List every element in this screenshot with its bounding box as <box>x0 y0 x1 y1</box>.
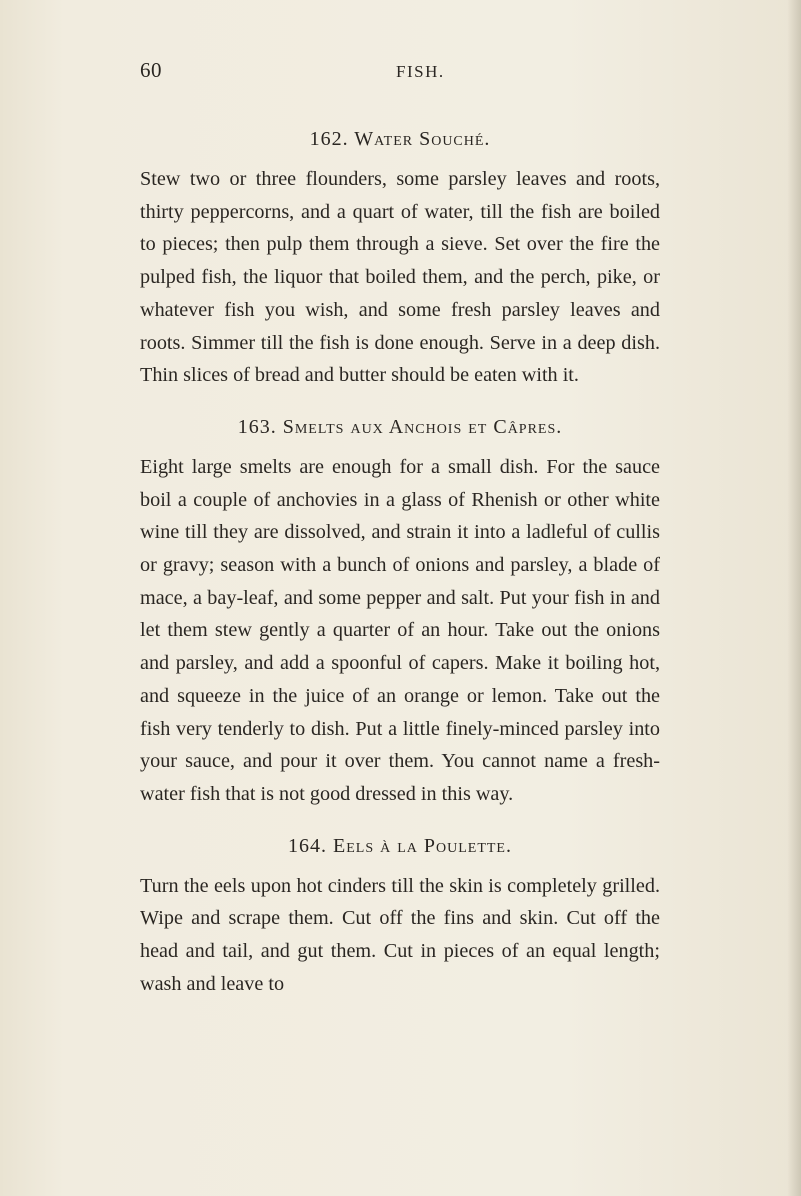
page-number: 60 <box>140 58 162 82</box>
recipe-number: 162. <box>309 128 349 150</box>
page-body <box>140 128 660 1000</box>
recipe-164 <box>140 835 660 1001</box>
recipe-163 <box>140 416 660 811</box>
recipe-number: 163. <box>237 415 277 438</box>
recipe-text: Stew two or three flounders, some parsley leaves and roots, thirty peppercorns, and a quart of water, till the fish are boiled to pieces; then pulp them through a sieve. Set over the fire the pulped fish, the liquor that boiled them, and the perch, pike, or whatever fish you wish, and some fresh parsley leaves and roots. Simmer till the fish is done enough. Serve in a deep dish. Thin slices of bread and butter should be eaten with it. <box>140 168 660 387</box>
page-edge-shadow <box>787 0 801 1196</box>
recipe-heading <box>140 128 660 151</box>
running-title: FISH. <box>396 62 445 81</box>
recipe-text: Eight large smelts are enough for a small dish. For the sauce boil a couple of anchovies in a glass of Rhenish or other white wine till they are dissolved, and strain it into a ladleful of cullis or gravy; season with a bunch of onions and parsley, a blade of mace, a bay-leaf, and some pepper and salt. Put your fish in and let them stew gently a quarter of an hour. Take out the onions and parsley, and add a spoonful of capers. Make it boiling hot, and squeeze in the juice of an orange or lemon. Take out the fish very tenderly to dish. Put a little finely-minced parsley into your sauce, and pour it over them. You cannot name a fresh-water fish that is not good dressed in this way. <box>140 455 660 805</box>
recipe-title: Eels à la Poulette. <box>333 834 512 857</box>
recipe-162 <box>140 128 660 392</box>
recipe-title: Water Souché. <box>354 128 491 150</box>
recipe-number: 164. <box>288 834 327 857</box>
recipe-text: Turn the eels upon hot cinders till the skin is completely grilled. Wipe and scrape them. Cut off the fins and skin. Cut off the head and tail, and gut them. Cut in pieces of an equal length; wash and leave to <box>140 874 660 995</box>
recipe-heading <box>140 416 660 439</box>
running-head <box>140 58 660 88</box>
recipe-heading <box>140 835 660 858</box>
recipe-title: Smelts aux Anchois et Câpres. <box>282 415 563 438</box>
